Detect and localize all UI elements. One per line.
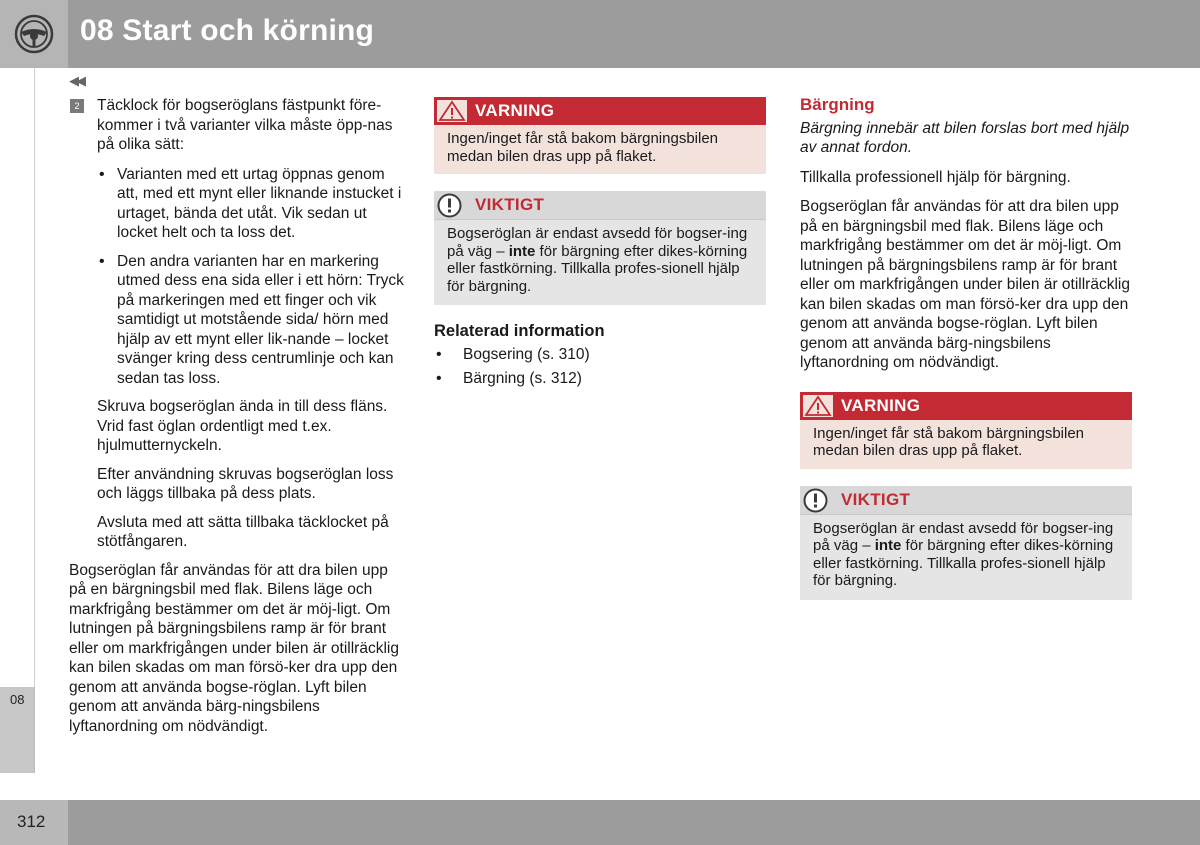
exclamation-circle-icon	[437, 193, 462, 218]
important-box	[434, 191, 766, 305]
important-text	[434, 220, 766, 305]
paragraph: Tillkalla professionell hjälp för bärgning.	[800, 168, 1071, 186]
important-text-bold: inte	[874, 537, 902, 554]
important-text-start: Bogseröglan är endast avsedd för bogser-ing på väg –	[447, 225, 748, 260]
page-footer	[0, 800, 1200, 845]
chapter-icon-box	[0, 0, 68, 68]
important-text-end: för bärgning efter dikes-körning eller fastkörning. Tillkalla profes-sionell hjälp för bärgning.	[447, 242, 748, 295]
important-title: VIKTIGT	[475, 195, 545, 214]
warning-text: Ingen/inget får stå bakom bärgningsbilen medan bilen dras upp på flaket.	[447, 130, 719, 165]
related-info-heading: Relaterad information	[434, 322, 605, 340]
related-link[interactable]: • Bärgning (s. 312)	[434, 367, 766, 391]
paragraph: Efter användning skruvas bogseröglan loss och läggs tillbaka på dess plats.	[97, 465, 394, 502]
side-margin-tab	[0, 68, 35, 773]
warning-header	[434, 97, 766, 125]
warning-header	[800, 392, 1132, 420]
chapter-tab-label: 08	[10, 692, 25, 707]
chapter-title: 08 Start och körning	[80, 14, 375, 47]
important-header	[800, 486, 1132, 515]
steering-wheel-icon	[14, 14, 54, 54]
bullet-list	[97, 165, 404, 389]
step-text: Täcklock för bogseröglans fästpunkt före-kommer i två varianter vilka måste öpp-nas på olika sätt:	[97, 97, 393, 153]
warning-triangle-icon	[436, 99, 468, 123]
paragraph: Bogseröglan får användas för att dra bilen upp på en bärgningsbil med flak. Bilens läge och markfrigång bestämmer om det är möj-ligt. Om lutningen på bärgningsbilens ramp är för brant eller om markfrigången under bilen är otillräcklig kan bilen skadas om man försö-ker dra upp den genom att använda bogse-röglan. Lyft bilen genom att använda bärg-ningsbilens lyftanordning om nödvändigt.	[69, 561, 399, 735]
bullet-item: • Varianten med ett urtag öppnas genom att, med ett mynt eller liknande instucket i urtaget, bända det utåt. Vik sedan ut locket helt och ta loss det.	[97, 165, 404, 243]
paragraph: Skruva bogseröglan ända in till dess fläns. Vrid fast öglan ordentligt med t.ex. hjulmutternyckeln.	[97, 398, 388, 454]
warning-triangle-icon	[802, 394, 834, 418]
important-text-start: Bogseröglan är endast avsedd för bogser-ing på väg –	[813, 519, 1114, 554]
exclamation-circle-icon	[803, 488, 828, 513]
warning-title: VARNING	[475, 101, 555, 120]
double-arrow-left-icon[interactable]: ◀◀	[69, 73, 83, 88]
important-box	[800, 486, 1132, 600]
related-link[interactable]: • Bogsering (s. 310)	[434, 343, 766, 367]
bullet-item: • Den andra varianten har en markering utmed dess ena sida eller i ett hörn: Tryck på markeringen med ett finger och vik samtidigt ut motstående sida/ hörn med hjälp av ett mynt eller lik-nande – locket svänger kring dess centrumlinje och kan sedan tas loss.	[97, 252, 404, 389]
paragraph: Avsluta med att sätta tillbaka täcklocket på stötfångaren.	[97, 513, 389, 550]
step-item	[69, 96, 404, 155]
important-header	[434, 191, 766, 220]
section-lead: Bärgning innebär att bilen forslas bort med hjälp av annat fordon.	[800, 119, 1130, 156]
section-title: Bärgning	[800, 95, 875, 114]
warning-text: Ingen/inget får stå bakom bärgningsbilen medan bilen dras upp på flaket.	[813, 424, 1085, 459]
warning-box	[800, 392, 1132, 469]
column-3	[800, 95, 1132, 600]
important-text-end: för bärgning efter dikes-körning eller fastkörning. Tillkalla profes-sionell hjälp för bärgning.	[813, 537, 1114, 589]
column-2	[434, 97, 766, 391]
important-text-bold: inte	[508, 242, 536, 260]
page-number: 312	[17, 812, 46, 831]
important-title: VIKTIGT	[841, 489, 911, 509]
warning-box	[434, 97, 766, 174]
step-number-badge: 2	[70, 99, 84, 113]
related-links	[434, 343, 766, 391]
warning-title: VARNING	[841, 395, 921, 415]
column-1	[69, 96, 404, 736]
paragraph: Bogseröglan får användas för att dra bilen upp på en bärgningsbil med flak. Bilens läge och markfrigång bestämmer om det är möj-ligt. Om lutningen på bärgningsbilens ramp är för brant eller om markfrigången under bilen är otillräcklig kan bilen skadas om man försö-ker dra upp den genom att använda bogse-röglan. Lyft bilen genom att använda bärg-ningsbilens lyftanordning om nödvändigt.	[800, 198, 1130, 371]
important-text	[800, 515, 1132, 600]
